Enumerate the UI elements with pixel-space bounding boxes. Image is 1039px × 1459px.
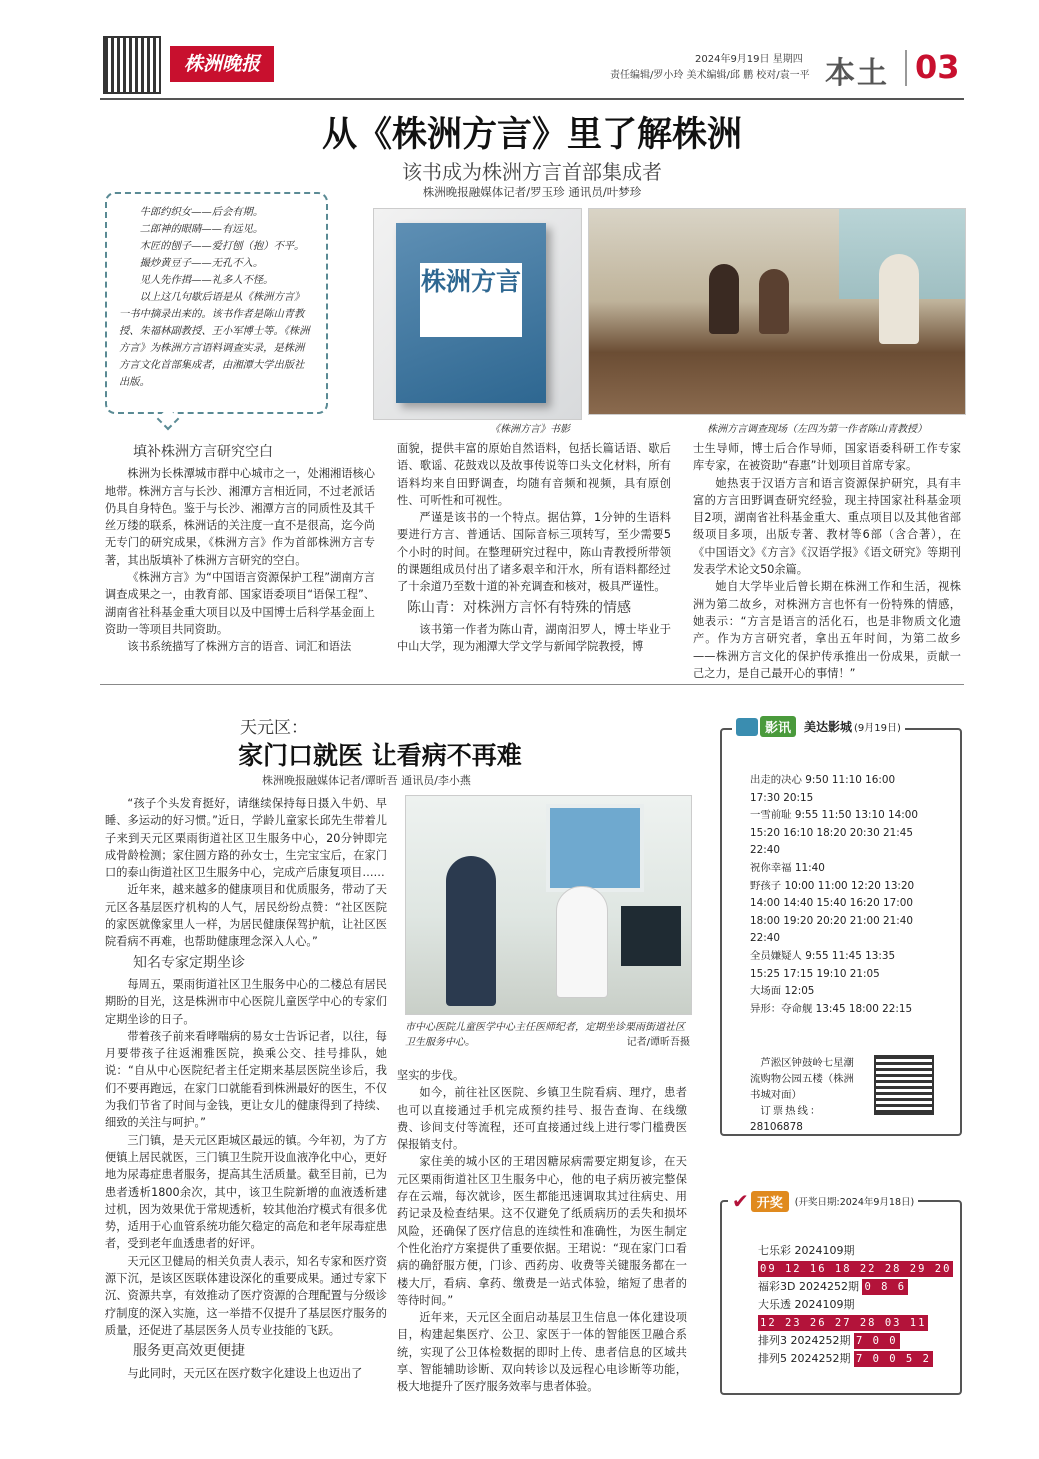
quote-text: 以上这几句歇后语是从《株洲方言》一书中摘录出来的。该书作者是陈山青教授、朱福林副教授、王小军博士等。《株洲方言》为株洲方言语料调查实录，是株洲方言文化首部集成者，由湘潭大学出版社出版。	[119, 291, 310, 388]
lottery-label: 排列3 2024252期	[758, 1334, 851, 1347]
paragraph: 该书系统描写了株洲方言的语音、词汇和语法	[127, 640, 352, 654]
caption-credit: 记者/谭昕吾摄	[626, 1037, 690, 1048]
article2-column-1	[105, 795, 387, 1382]
showtime-line: 一雪前耻 9:55 11:50 13:10 14:00	[750, 809, 918, 822]
quote-line: 撮炒黄豆子——无孔不入。	[139, 257, 264, 269]
cinema-qr-code	[874, 1055, 934, 1115]
photo-figure	[446, 856, 496, 1006]
article1-column-1	[105, 440, 375, 656]
editors-line: 责任编辑/罗小玲 美术编辑/邱 鹏 校对/袁一平	[610, 70, 810, 81]
article1-title: 从《株洲方言》里了解株洲	[321, 114, 742, 155]
paragraph: 士生导师，博士后合作导师，国家语委科研工作专家库专家，在被资助“春惠”计划项目首席专家。	[693, 442, 961, 473]
paragraph: 与此同时，天元区在医疗数字化建设上也迈出了	[127, 1366, 363, 1380]
film-icon	[736, 718, 758, 736]
cinema-box	[720, 720, 962, 1136]
cinema-header	[732, 716, 905, 737]
paragraph: 严谨是该书的一个特点。据估算，1分钟的生语料要进行方言、普通话、国际音标三项转写，至少需要5个小时的时间。在整理研究过程中，陈山青教授所带领的课题组成员付出了诸多艰辛和汗水，所有语料都经过了十余道乃至数十道的补充调查和核对，极具严谨性。	[397, 511, 671, 594]
showtime-line: 全员嫌疑人 9:55 11:45 13:35	[750, 949, 896, 962]
masthead-logo: 株洲晚报	[170, 46, 274, 82]
showtime-line: 22:40	[750, 844, 780, 857]
cinema-tag: 影讯	[760, 716, 796, 737]
lottery-box	[720, 1189, 962, 1395]
lottery-numbers: 09 12 16 18 22 28 29 20	[760, 1263, 952, 1275]
photo-figure	[709, 264, 739, 334]
showtime-line: 祝你幸福 11:40	[750, 861, 825, 874]
lottery-tag: 开奖	[751, 1191, 789, 1212]
quote-line: 木匠的刨子——爱打刨（抱）不平。	[139, 240, 305, 252]
book-photo	[373, 208, 582, 420]
lottery-numbers: 7 0 0	[856, 1335, 898, 1347]
article1-column-2	[397, 440, 671, 656]
subheading: 填补株洲方言研究空白	[133, 444, 273, 460]
lottery-date: (开奖日期:2024年9月18日)	[794, 1197, 915, 1208]
check-icon: ✔	[732, 1189, 749, 1213]
paragraph: 株洲为长株潭城市群中心城市之一，处湘湘语核心地带。株洲方言与长沙、湘潭方言相近同，不过老派话仍具自身特色。鉴于与长沙、湘潭方言的同质性及其千丝万缕的联系，株洲话的关注度一直不是很高，迄今尚无专门的研究成果，《株洲方言》作为首部株洲方言专著，其出版填补了株洲方言研究的空白。	[105, 467, 375, 567]
subheading: 知名专家定期坐诊	[133, 954, 245, 971]
lottery-label: 排列5 2024252期	[758, 1352, 851, 1365]
header-divider	[905, 50, 907, 86]
caption-book: 《株洲方言》书影	[490, 424, 570, 435]
lottery-label: 七乐彩 2024109期	[758, 1244, 855, 1257]
survey-photo	[588, 208, 966, 415]
caption-survey: 株洲方言调查现场（左四为第一作者陈山青教授）	[707, 424, 927, 435]
showtime-line: 14:00 14:40 15:40 16:20 17:00	[750, 897, 913, 910]
subheading: 陈山青：对株洲方言怀有特殊的情感	[407, 599, 631, 616]
showtime-line: 15:20 16:10 18:20 20:30 21:45	[750, 826, 913, 839]
page-number: 03	[915, 48, 960, 86]
paragraph: 三门镇，是天元区距城区最远的镇。今年初，为了方便镇上居民就医，三门镇卫生院开设血液净化中心，更好地为尿毒症患者服务，提高其生活质量。截至目前，已为患者透析1800余次，其中，该卫生院新增的血液透析建过机，因为效果优于常规透析，较其他治疗模式有很多优势，适用于心血管系统功能欠稳定的高危和老年尿毒症患者，受到老年血透患者的好评。	[105, 1133, 387, 1251]
lottery-numbers: 12 23 26 27 28 03 11	[760, 1317, 927, 1329]
quote-line: 见人先作揖——礼多人不怪。	[139, 274, 274, 286]
paragraph: 每周五，栗雨街道社区卫生服务中心的二楼总有居民期盼的目光，这是株洲市中心医院儿童医学中心的专家们定期坐诊的日子。	[105, 977, 387, 1026]
header-rule	[100, 98, 964, 100]
article2-kicker: 天元区：	[240, 718, 308, 738]
photo-figure	[759, 269, 789, 334]
cinema-date: (9月19日)	[854, 723, 901, 734]
lottery-label: 福彩3D 2024252期	[758, 1280, 859, 1293]
showtime-line: 出走的决心 9:50 11:10 16:00	[750, 774, 896, 786]
showtime-line: 18:00 19:20 20:20 21:00 21:40	[750, 914, 913, 927]
clinic-caption: 市中心医院儿童医学中心主任医师纪者，定期坐诊栗雨街道社区卫生服务中心。 记者/谭昕吾摄	[405, 1022, 690, 1048]
article2-byline: 株洲晚报融媒体记者/谭昕吾 通讯员/李小燕	[262, 774, 471, 787]
date-line: 2024年9月19日 星期四	[695, 54, 803, 65]
photo-window	[546, 804, 644, 892]
showtime-line: 大场面 12:05	[750, 985, 815, 998]
quote-line: 牛郎约织女——后会有期。	[139, 206, 264, 218]
lottery-numbers: 0 8 6	[864, 1281, 907, 1293]
article2-title: 家门口就医 让看病不再难	[238, 741, 522, 770]
section-name: 本土	[825, 56, 889, 91]
paragraph: 家住美的城小区的王珺因糖尿病需要定期复诊，在天元区栗雨街道社区卫生服务中心，他的电子病历被完整保存在云端，每次就诊，医生都能迅速调取其过往病史、用药记录及检查结果。这不仅避免了纸质病历的丢失和损坏风险，还确保了医疗信息的连续性和准确性，为医生制定个性化治疗方案提供了重要依据。王珺说：“现在家门口看病的确舒服方便，门诊、西药房、收费等关键服务都在一楼大厅，看病、拿药、缴费是一站式体验，缩短了患者的等待时间。”	[397, 1155, 687, 1307]
article1-subtitle: 该书成为株洲方言首部集成者	[402, 160, 662, 184]
photo-figure	[879, 254, 919, 344]
showtime-line: 17:30 20:15	[750, 791, 814, 804]
quote-line: 二郎神的眼睛——有远见。	[139, 223, 264, 235]
paragraph: 天元区卫健局的相关负责人表示，知名专家和医疗资源下沉，是该区医联体建设深化的重要成果。通过专家下沉、资源共享，有效推动了医疗资源的合理配置与分级诊疗制度的深入实施，这一举措不仅提升了基层医疗服务的质量，还促进了基层医务人员专业技能的飞跃。	[105, 1254, 387, 1337]
article1-byline: 株洲晚报融媒体记者/罗玉珍 通讯员/叶梦珍	[422, 185, 642, 199]
lottery-header	[728, 1189, 918, 1213]
article1-column-3	[693, 440, 961, 682]
clinic-photo	[405, 795, 692, 1015]
paragraph: 带着孩子前来看哮喘病的易女士告诉记者，以往，每月要带孩子往返湘雅医院，换乘公交、挂号排队，她说：“自从中心医院纪者主任定期来基层医院坐诊后，我们不要再跑远，在家门口就能看到株洲最好的医生，不仅为我们节省了时间与金钱，更让女儿的健康得到了持续、细致的关注与呵护。”	[105, 1029, 387, 1130]
cinema-address: 芦淞区钟鼓岭七星潮流购物公园五楼（株洲书城对面） 订票热线： 28106878	[750, 1055, 862, 1135]
paragraph: 坚实的步伐。	[397, 1069, 465, 1082]
paragraph: 该书第一作者为陈山青，湖南汨罗人，博士毕业于中山大学，现为湘潭大学文学与新闻学院教授，博	[397, 622, 671, 654]
hotline-number: 28106878	[750, 1121, 803, 1133]
book-cover	[396, 223, 546, 403]
subheading: 服务更高效更便捷	[133, 1343, 245, 1360]
lottery-label: 大乐透 2024109期	[758, 1298, 855, 1311]
paragraph: 面貌，提供丰富的原始自然语料，包括长篇话语、歇后语、歌谣、花鼓戏以及故事传说等口头文化材料，所有语料均来自田野调查，均随有音频和视频，具有原创性、可听性和可视性。	[397, 442, 671, 507]
cinema-name: 美达影城	[804, 720, 853, 734]
showtime-line: 异形：夺命舰 13:45 18:00 22:15	[750, 1002, 913, 1015]
article2-column-2	[397, 1067, 687, 1396]
paragraph: 近年来，越来越多的健康项目和优质服务，带动了天元区各基层医疗机构的人气，居民纷纷点赞：“社区医院的家医就像家里人一样，为居民健康保驾护航，让社区医院看病不再难，也帮助健康理念深入人心。”	[105, 883, 387, 949]
paragraph: 《株洲方言》为“中国语言资源保护工程”湖南方言调查成果之一，由教育部、国家语委项目“语保工程”、湖南省社科基金重大项目以及中国博士后科学基金面上资助一等项目共同资助。	[105, 571, 375, 636]
paragraph: 她热衷于汉语方言和语言资源保护研究，具有丰富的方言田野调查研究经验，现主持国家社科基金项目2项，湖南省社科基金重大、重点项目以及其他省部级项目多项，出版专著、教材等6部（含合著），在《中国语文》《方言》《汉语学报》《语文研究》等期刊发表学术论文50余篇。	[693, 476, 961, 577]
showtime-line: 15:25 17:15 19:10 21:05	[750, 967, 880, 980]
paragraph: 她自大学毕业后曾长期在株洲工作和生活，视株洲为第二故乡，对株洲方言也怀有一份特殊的情感，她表示：“方言是语言的活化石，也是非物质文化遗产。作为方言研究者，拿出五年时间，为第二故乡——株洲方言文化的保护传承推出一份成果，贡献一己之力，是自己最开心的事情！”	[693, 580, 961, 680]
lottery-results	[758, 1242, 957, 1368]
photo-figure	[556, 886, 608, 998]
hotline-label: 订票热线：	[760, 1105, 823, 1117]
book-cover-title: 株洲方言	[420, 263, 522, 337]
paragraph: “孩子个头发育挺好，请继续保持每日摄入牛奶、早睡、多运动的好习惯。”近日，学龄儿童家长邱先生带着儿子来到天元区栗雨街道社区卫生服务中心，20分钟即完成骨龄检测；家住圆方路的孙女士，生完宝宝后，在家门口的泰山街道社区卫生服务中心，完成产后康复项目……	[105, 797, 387, 880]
photo-monitor	[621, 906, 681, 966]
showtime-line: 22:40	[750, 932, 780, 945]
paragraph: 如今，前往社区医院、乡镇卫生院看病、理疗，患者也可以直接通过手机完成预约挂号、报告查询、在线缴费、诊间支付等流程，还可直接通过线上进行零门槛费医保报销支付。	[397, 1086, 687, 1152]
section-divider	[100, 684, 964, 685]
showtime-line: 野孩子 10:00 11:00 12:20 13:20	[750, 879, 915, 892]
quote-box	[105, 192, 328, 414]
lottery-numbers: 7 0 0 5 2	[856, 1353, 931, 1365]
showtime-list	[750, 772, 918, 1018]
qr-code	[103, 36, 161, 94]
paragraph: 近年来，天元区全面启动基层卫生信息一体化建设项目，构建起集医疗、公卫、家医于一体的智能医卫融合系统，实现了公卫体检数据的即时上传、患者信息的区域共享、智能辅助诊断、双向转诊以及远程心电诊断等功能，极大地提升了医疗服务效率与患者体验。	[397, 1311, 687, 1394]
